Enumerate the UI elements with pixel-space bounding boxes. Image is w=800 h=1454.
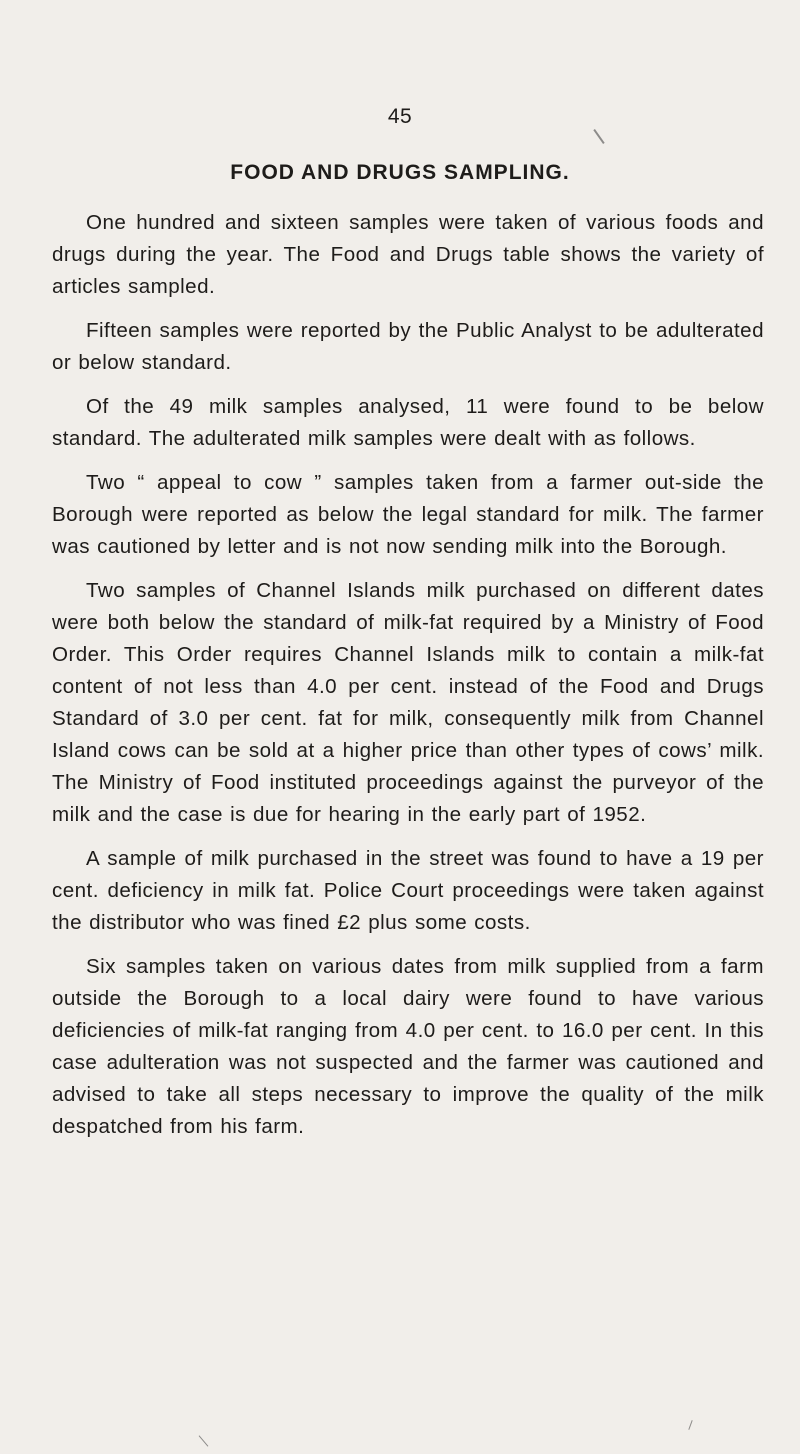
paragraph-street-sample: A sample of milk purchased in the street was found to have a 19 per cent. deficiency in milk fat. Police Court proceedings were taken against the distributor who was fined £2 plus some costs. — [52, 847, 764, 934]
paragraph-channel-islands: Two samples of Channel Islands milk purchased on different dates were both below the standard of milk-fat required by a Ministry of Food Order. This Order requires Channel Islands milk to contain a milk-fat content of not less than 4.0 per cent. instead of the Food and Drugs Standard of 3.0 per cent. fat for milk, consequently milk from Channel Island cows can be sold at a higher price than other types of cows’ milk. The Ministry of Food instituted proceedings against the purveyor of the milk and the case is due for hearing in the early part of 1952. — [52, 579, 764, 826]
scan-mark — [199, 1435, 209, 1446]
scan-mark — [593, 129, 604, 144]
body-text — [52, 207, 764, 1155]
page-number: 45 — [387, 105, 413, 128]
paragraph-milk-samples: Of the 49 milk samples analysed, 11 were found to be below standard. The adulterated milk samples were dealt with as follows. — [52, 395, 764, 450]
paragraph-samples-taken: One hundred and sixteen samples were taken of various foods and drugs during the year. The Food and Drugs table shows the variety of articles sampled. — [52, 211, 764, 298]
paragraph-farm-samples: Six samples taken on various dates from milk supplied from a farm outside the Borough to a local dairy were found to have various deficiencies of milk-fat ranging from 4.0 per cent. to 16.0 per cent. In this case adulteration was not suspected and the farmer was cautioned and advised to take all steps necessary to improve the quality of the milk despatched from his farm. — [52, 955, 764, 1138]
section-title: FOOD AND DRUGS SAMPLING. — [230, 161, 570, 184]
paragraph-adulterated-count: Fifteen samples were reported by the Public Analyst to be adulterated or below standard. — [52, 319, 764, 374]
scan-mark — [688, 1420, 692, 1430]
paragraph-appeal-to-cow: Two “ appeal to cow ” samples taken from a farmer out-side the Borough were reported as below the legal standard for milk. The farmer was cautioned by letter and is not now sending milk into the Borough. — [52, 471, 764, 558]
